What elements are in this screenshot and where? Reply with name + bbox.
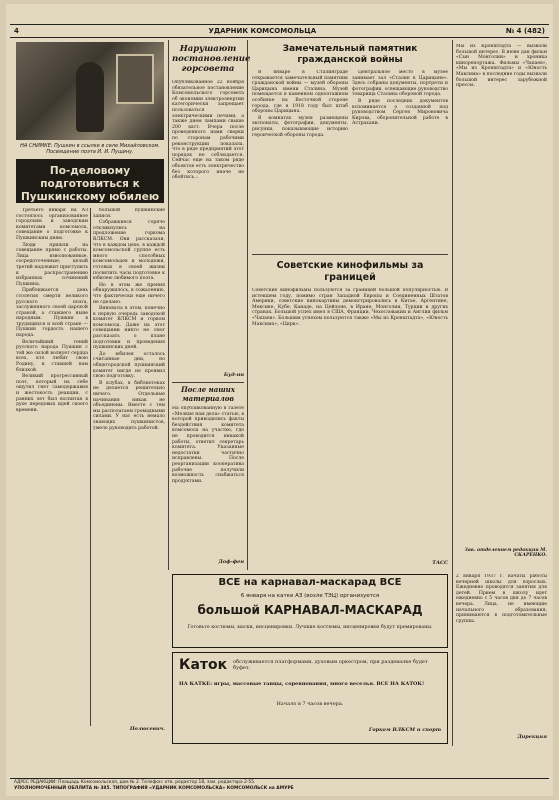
section-divider — [172, 382, 244, 383]
newspaper-page — [6, 4, 553, 796]
headline-violations: Нарушают постановление горсовета — [172, 44, 251, 74]
page-header — [10, 24, 549, 38]
paragraph: В комнатах музея размещены экспонаты, фотографии, документы, рисунки, показывающие историю героической обороны города. — [252, 115, 348, 138]
signature-far-right: Зав. отделением редакции М. СКАРЕНКО. — [464, 548, 547, 558]
section-divider — [252, 254, 448, 255]
article-after-materials: На опубликованную в газете «Мелкие нам дела» статью, в которой приводились факты бездействия комитета комсомола на участке, где не проводится никакой работы, ответил секретарь комитета. Указанные недостатки частично исправлены. После реорганизации кооператива рабочие получили возможность снабжаться продуктами. — [172, 406, 244, 484]
paragraph: Центральное место в музее занимает зал «Сталин в Царицыне». Здесь собраны документы, портреты и фотографии, освещающие руководство товарища Сталина обороной города. — [352, 70, 448, 98]
column-divider — [247, 40, 248, 570]
ad-skating-rink — [172, 652, 448, 744]
source-tass: ТАСС — [432, 560, 448, 566]
issue-number: № 4 (482) — [505, 27, 545, 35]
ad-carnival-date: 6 января на катке АЗ (возле ТЭЦ) организуется — [240, 593, 380, 599]
article-pushkin-col2 — [93, 208, 165, 724]
ad-rink-title: Каток — [179, 657, 228, 673]
paragraph: Люди пришли на совещание прямо с работы. Лица взволнованные, сосредоточенные; целый третий надлежит приступить к распространению избранных сочинений Пушкина. — [16, 242, 88, 287]
signature-violations: Буд-ин — [223, 372, 244, 378]
article-monument-col1 — [252, 70, 348, 250]
paragraph: Виноваты в этом, конечно в первую очередь заводской комитет ВЛКСМ и горком комсомола. Даже на этот совещании никто не смог рассказать о плане подготовки и проведения пушкинских дней. — [93, 306, 165, 351]
article-far-right: Мы из Кронштадта — вызвали большой интерес. В июне дан фильм «Сын Монголии» и хроника кинорепортажа. Фильмы «Чапаев», «Мы из Кронштадта» и «Юность Максима» в последние годы вызвали большой интерес зарубежной прессы. — [456, 44, 547, 89]
ad-rink-signature: Горком ВЛКСМ и спорт — [368, 727, 441, 733]
pushkin-photo — [16, 42, 164, 140]
article-violations: Опубликованное 22 ноября обязательное постановление Комсомольского горсовета об экономии электроэнергии категорически запрещает пользоваться электрическими печами, а также днем лампами свыше 200 ватт. Вчера после проведенного нами сверки по сторонам рабочими реконструкции показала, что в ряде предприятий этот порядок не соблюдается. Сейчас еще на таком ряде объектов есть электричество без которого иначе не обойтись... — [172, 80, 244, 181]
article-monument-col2 — [352, 70, 448, 250]
paragraph: Великий прогрессивный поэт, который на себе ощутил гнет самодержавия и жестокость реакции, с ранних лет был воспитан в духе передовых идей своего времени. — [16, 374, 88, 413]
column-divider — [452, 570, 453, 746]
signature-after-materials: Доф-фен — [218, 559, 244, 565]
headline-pushkin-jubilee: По-деловому подготовиться к Пушкинскому юбилею — [16, 159, 164, 203]
paragraph: В клубах, в библиотеках не делается решительно ничего. Отдельные начинания никак не объединены. Вместе с тем мы располагаем громадными силами. У нас есть немало знающих пушкинистов, умело руководить работой. — [93, 380, 165, 431]
paragraph: В январе в Сталинграде открывается замечательный памятник гражданской войны — музей обороны Царицына имени Сталина. Музей помещается в каменном одноэтажном особняке на Восточной стороне города, где в 1918 году был штаб обороны Царицына. — [252, 70, 348, 115]
headline-soviet-films: Советские кинофильмы за границей — [276, 260, 424, 283]
ad-carnival-headline: большой КАРНАВАЛ-МАСКАРАД — [197, 603, 423, 617]
photo-frame — [116, 54, 154, 104]
article-pushkin-col1 — [16, 208, 88, 724]
footer-print-info: УПОЛНОМОЧЕННЫЙ ОБЛЛИТА № 385. ТИПОГРАФИЯ «УДАРНИК КОМСОМОЛЬСКА» КОМСОМОЛЬСК на АМУРЕ — [14, 786, 294, 791]
paragraph: Но в этом же прения обнаружилось, к сожалению, что фактически еще ничего не сделано. — [93, 282, 165, 305]
ad-carnival-title: ВСЕ на карнавал-маскарад ВСЕ — [218, 577, 402, 588]
photo-figure — [76, 62, 104, 132]
ad-carnival — [172, 574, 448, 648]
paper-name: УДАРНИК КОМСОМОЛЬЦА — [208, 27, 317, 35]
headline-after-materials: После наших материалов — [181, 385, 235, 403]
signature-left: Полюсевич. — [129, 726, 165, 732]
ad-evening-school: 2 января 1937 г. начаты работы вечерней школы для взрослых. Ежедневно проводятся занятия для детей. Прием в школу идет ежедневно с 5 часов дня до 7 часов вечера. Лица, не имеющие начального образования, принимаются в подготовительные группы. — [456, 574, 547, 624]
paragraph: До юбилея осталось считанные дни, но общегородской пушкинский комитет нигде не проявил свою подготовку. — [93, 351, 165, 380]
paragraph: Третьего января на АЗ состоялось организованное городским и заводским комитетами комсомола, совещание о подготовке к Пушкинским дням. — [16, 208, 88, 241]
paragraph: Собравшиеся горячо откликнулись на предложение горкома ВЛКСМ. Они рассказали, что в каждом цехе, в каждой комсомольской группе есть много способных комсомольцев и молодежи, готовых в своей жизни посвятить часы подготовке к юбилею любимого поэта. — [93, 220, 165, 282]
paragraph: большой пушкинские записи. — [93, 208, 165, 219]
ad-carnival-text: Готовьте костюмы, маски, инсценировки. Лучшие костюмы, инсценировки будут премированы. — [187, 625, 433, 630]
column-divider — [90, 208, 91, 726]
ad-rink-start-time: Начало в 7 часов вечера. — [276, 701, 344, 707]
paragraph: Приближается день столетия смерти великого русского поэта, заслуженного своей царской страной, а ставшего ныне народным. Пушкин в трудящихся и всей стране — Пушкин гордость нашего народа. — [16, 288, 88, 339]
footer-address: АДРЕС РЕДАКЦИИ: Площадь Комсомольская, дом № 2. Телефон: отв. редактор 18, зам. редактора 2-55. — [14, 780, 256, 785]
headline-civil-war-monument: Замечательный памятник гражданской войны — [282, 44, 418, 65]
ad-rink-text: обслуживается платформами, духовым оркестром, при раздевалке будет буфет. — [233, 659, 428, 671]
paragraph: В ряде последних документов вспоминается о созданной под руководством Сергея Мироновича Кирова, оборонительной работе в Астрахани. — [352, 98, 448, 127]
page-number: 4 — [14, 27, 19, 35]
photo-caption: НА СНИМКЕ: Пушкин в ссылке в селе Михайловском. Посвящение поэта И. И. Пущину. — [20, 143, 160, 155]
page-footer — [10, 778, 549, 795]
paragraph: Величайший гений русского народа Пушкин с той же силой волнует сердца всех, кто любит свою Родину, и ставшей нам близкой. — [16, 339, 88, 373]
column-divider — [452, 40, 453, 570]
ad-evening-school-signature: Дирекция — [517, 734, 547, 740]
column-divider — [168, 40, 169, 570]
article-soviet-films: Советские кинофильмы пользуются за границей большой популярностью. В истекшем году, помимо стран Западной Европы и Соединенных Штатов Америки, советские кинокартины демонстрировались в Китае, Аргентине, Мексике, Кубе, Канаде, на Цейлоне, в Иране, Монголии, Турции и других странах. Большой успех имел в США, Франции, Чехословакии и Англии фильм «Чапаев». Большим успехом пользуются также «Мы из Кронштадта», «Юность Максима», «Цирк». — [252, 288, 448, 327]
ad-rink-activities: НА КАТКЕ: игры, массовые танцы, соревнования, много веселья. ВСЕ НА КАТОК! — [179, 681, 425, 687]
